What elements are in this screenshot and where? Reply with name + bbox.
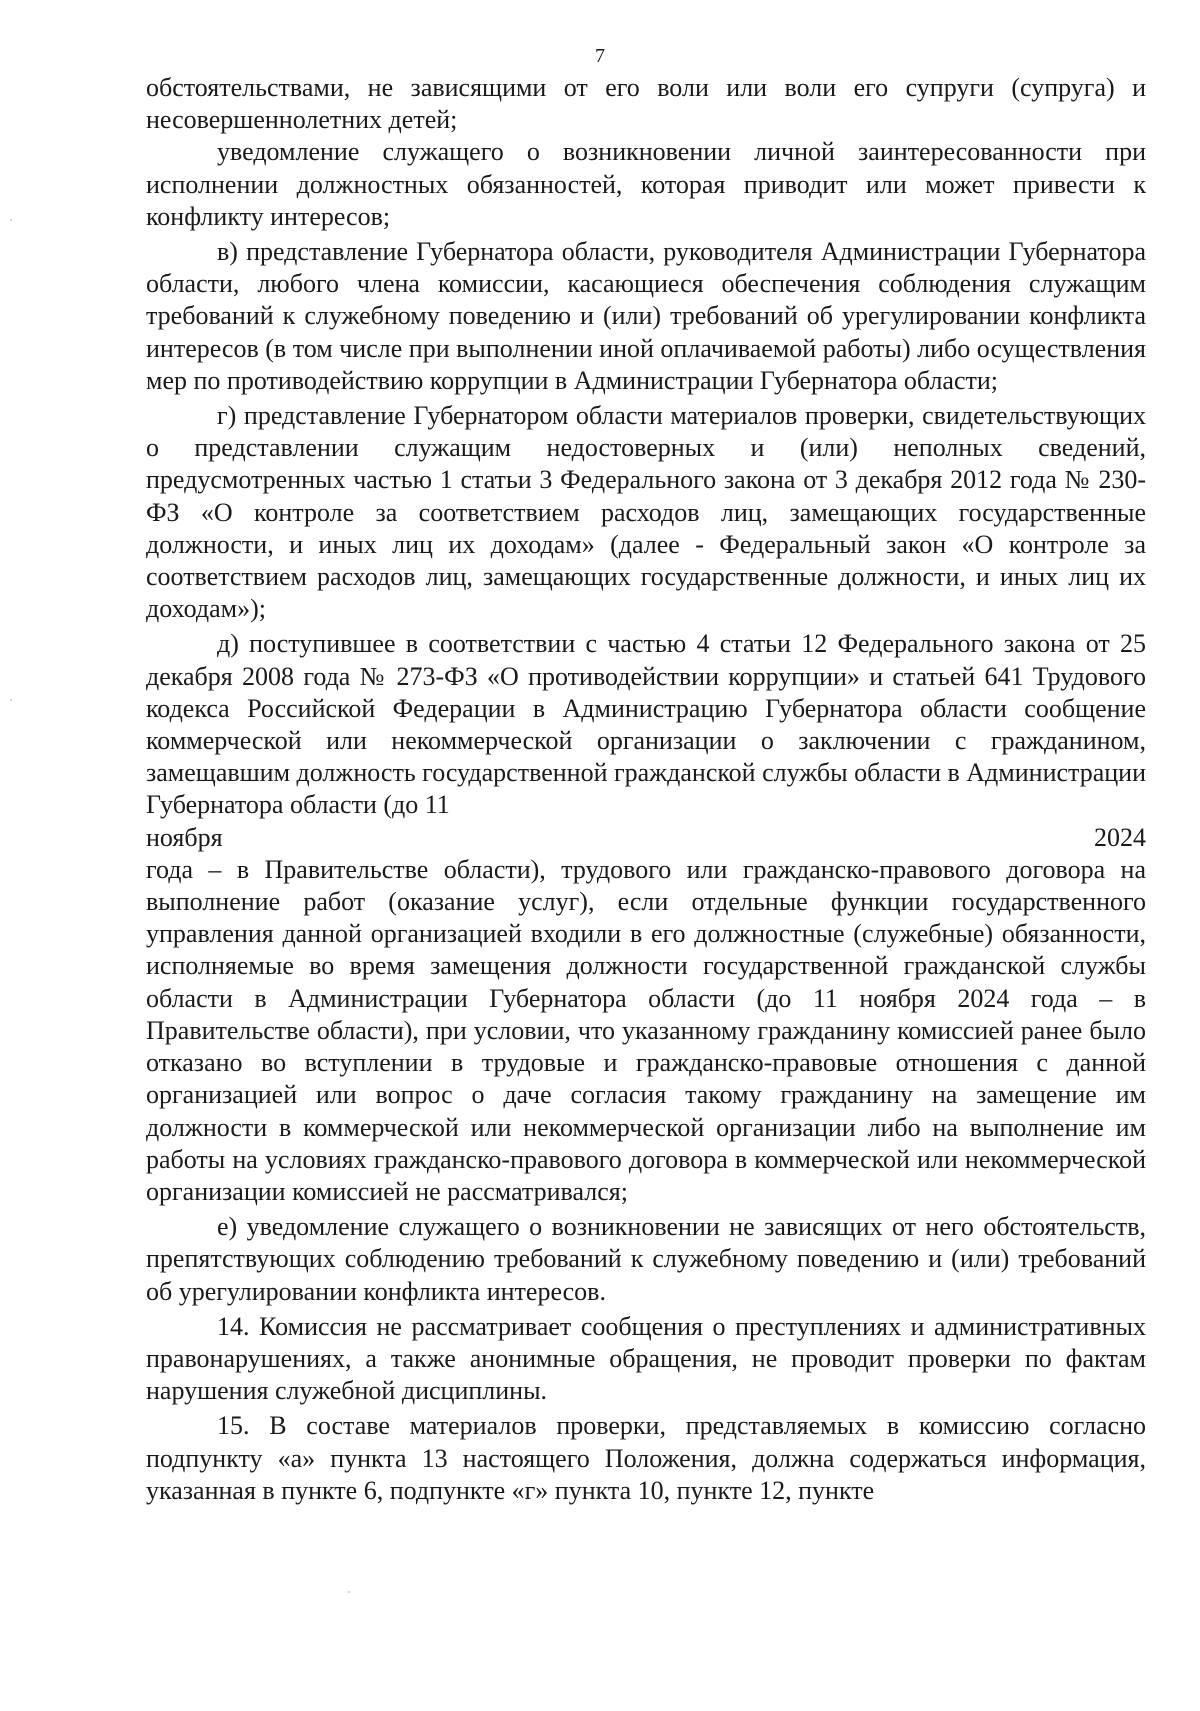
paragraph-notice-personal-interest: уведомление служащего о возникновении личной заинтересованности при исполнении должностных обязанностей, которая приводит или может привести к конфликту интересов; (146, 137, 1146, 231)
paragraph-point-14: 14. Комиссия не рассматривает сообщения о преступлениях и административных правонарушениях, а также анонимные обращения, не проводит проверки по фактам нарушения служебной дисциплины. (146, 1311, 1146, 1406)
paragraph-item-d-spread-line (146, 822, 1146, 854)
paragraph-item-d-part1: д) поступившее в соответствии с частью 4 статьи 12 Федерального закона от 25 декабря 2008 года № 273-ФЗ «О противодействии коррупции» и статьей 641 Трудового кодекса Российской Федерации в Администрацию Губернатора области сообщение коммерческой или некоммерческой организации о заключении с гражданином, замещавшим должность государственной гражданской службы области в Администрации Губернатора области (до 11 (146, 629, 1146, 820)
scan-speck (348, 1591, 350, 1593)
scan-speck (10, 699, 12, 701)
spread-line-right: 2024 (1094, 822, 1146, 852)
page-number: 7 (595, 45, 605, 67)
paragraph-continuation: обстоятельствами, не зависящими от его воли или воли его супруги (супруга) и несовершеннолетних детей; (146, 73, 1146, 135)
paragraph-item-g: г) представление Губернатором области материалов проверки, свидетельствующих о представлении служащим недостоверных и (или) неполных сведений, предусмотренных частью 1 статьи 3 Федерального закона от 3 декабря 2012 года № 230-ФЗ «О контроле за соответствием расходов лиц, замещающих государственные должности, и иных лиц их доходам» (далее - Федеральный закон «О контроле за соответствием расходов лиц, замещающих государственные должности, и иных лиц их доходам»); (146, 401, 1146, 624)
paragraph-item-e: е) уведомление служащего о возникновении не зависящих от него обстоятельств, препятствующих соблюдению требований к служебному поведению и (или) требований об урегулировании конфликта интересов. (146, 1212, 1146, 1306)
document-body (146, 72, 1146, 1507)
paragraph-item-d-part2: года – в Правительстве области), трудового или гражданско-правового договора на выполнение работ (оказание услуг), если отдельные функции государственного управления данной организацией входили в его должностные (служебные) обязанности, исполняемые во время замещения должности государственной гражданской службы области в Администрации Губернатора области (до 11 ноября 2024 года – в Правительстве области), при условии, что указанному гражданину комиссией ранее было отказано во вступлении в трудовые и гражданско-правовые отношения с данной организацией или вопрос о даче согласия такому гражданину на замещение им должности в коммерческой или некоммерческой организации либо на выполнение им работы на условиях гражданско-правового договора в коммерческой или некоммерческой организации комиссией не рассматривался; (146, 854, 1146, 1206)
spread-line-left: ноября (146, 822, 223, 852)
paragraph-point-15: 15. В составе материалов проверки, представляемых в комиссию согласно подпункту «а» пункта 13 настоящего Положения, должна содержаться информация, указанная в пункте 6, подпункте «г» пункта 10, пункте 12, пункте (146, 1411, 1146, 1505)
scan-speck (10, 219, 12, 221)
paragraph-item-d (146, 628, 1146, 1208)
paragraph-item-v: в) представление Губернатора области, руководителя Администрации Губернатора области, любого члена комиссии, касающиеся обеспечения соблюдения служащим требований к служебному поведению и (или) требований об урегулировании конфликта интересов (в том числе при выполнении иной оплачиваемой работы) либо осуществления мер по противодействию коррупции в Администрации Губернатора области; (146, 237, 1146, 395)
